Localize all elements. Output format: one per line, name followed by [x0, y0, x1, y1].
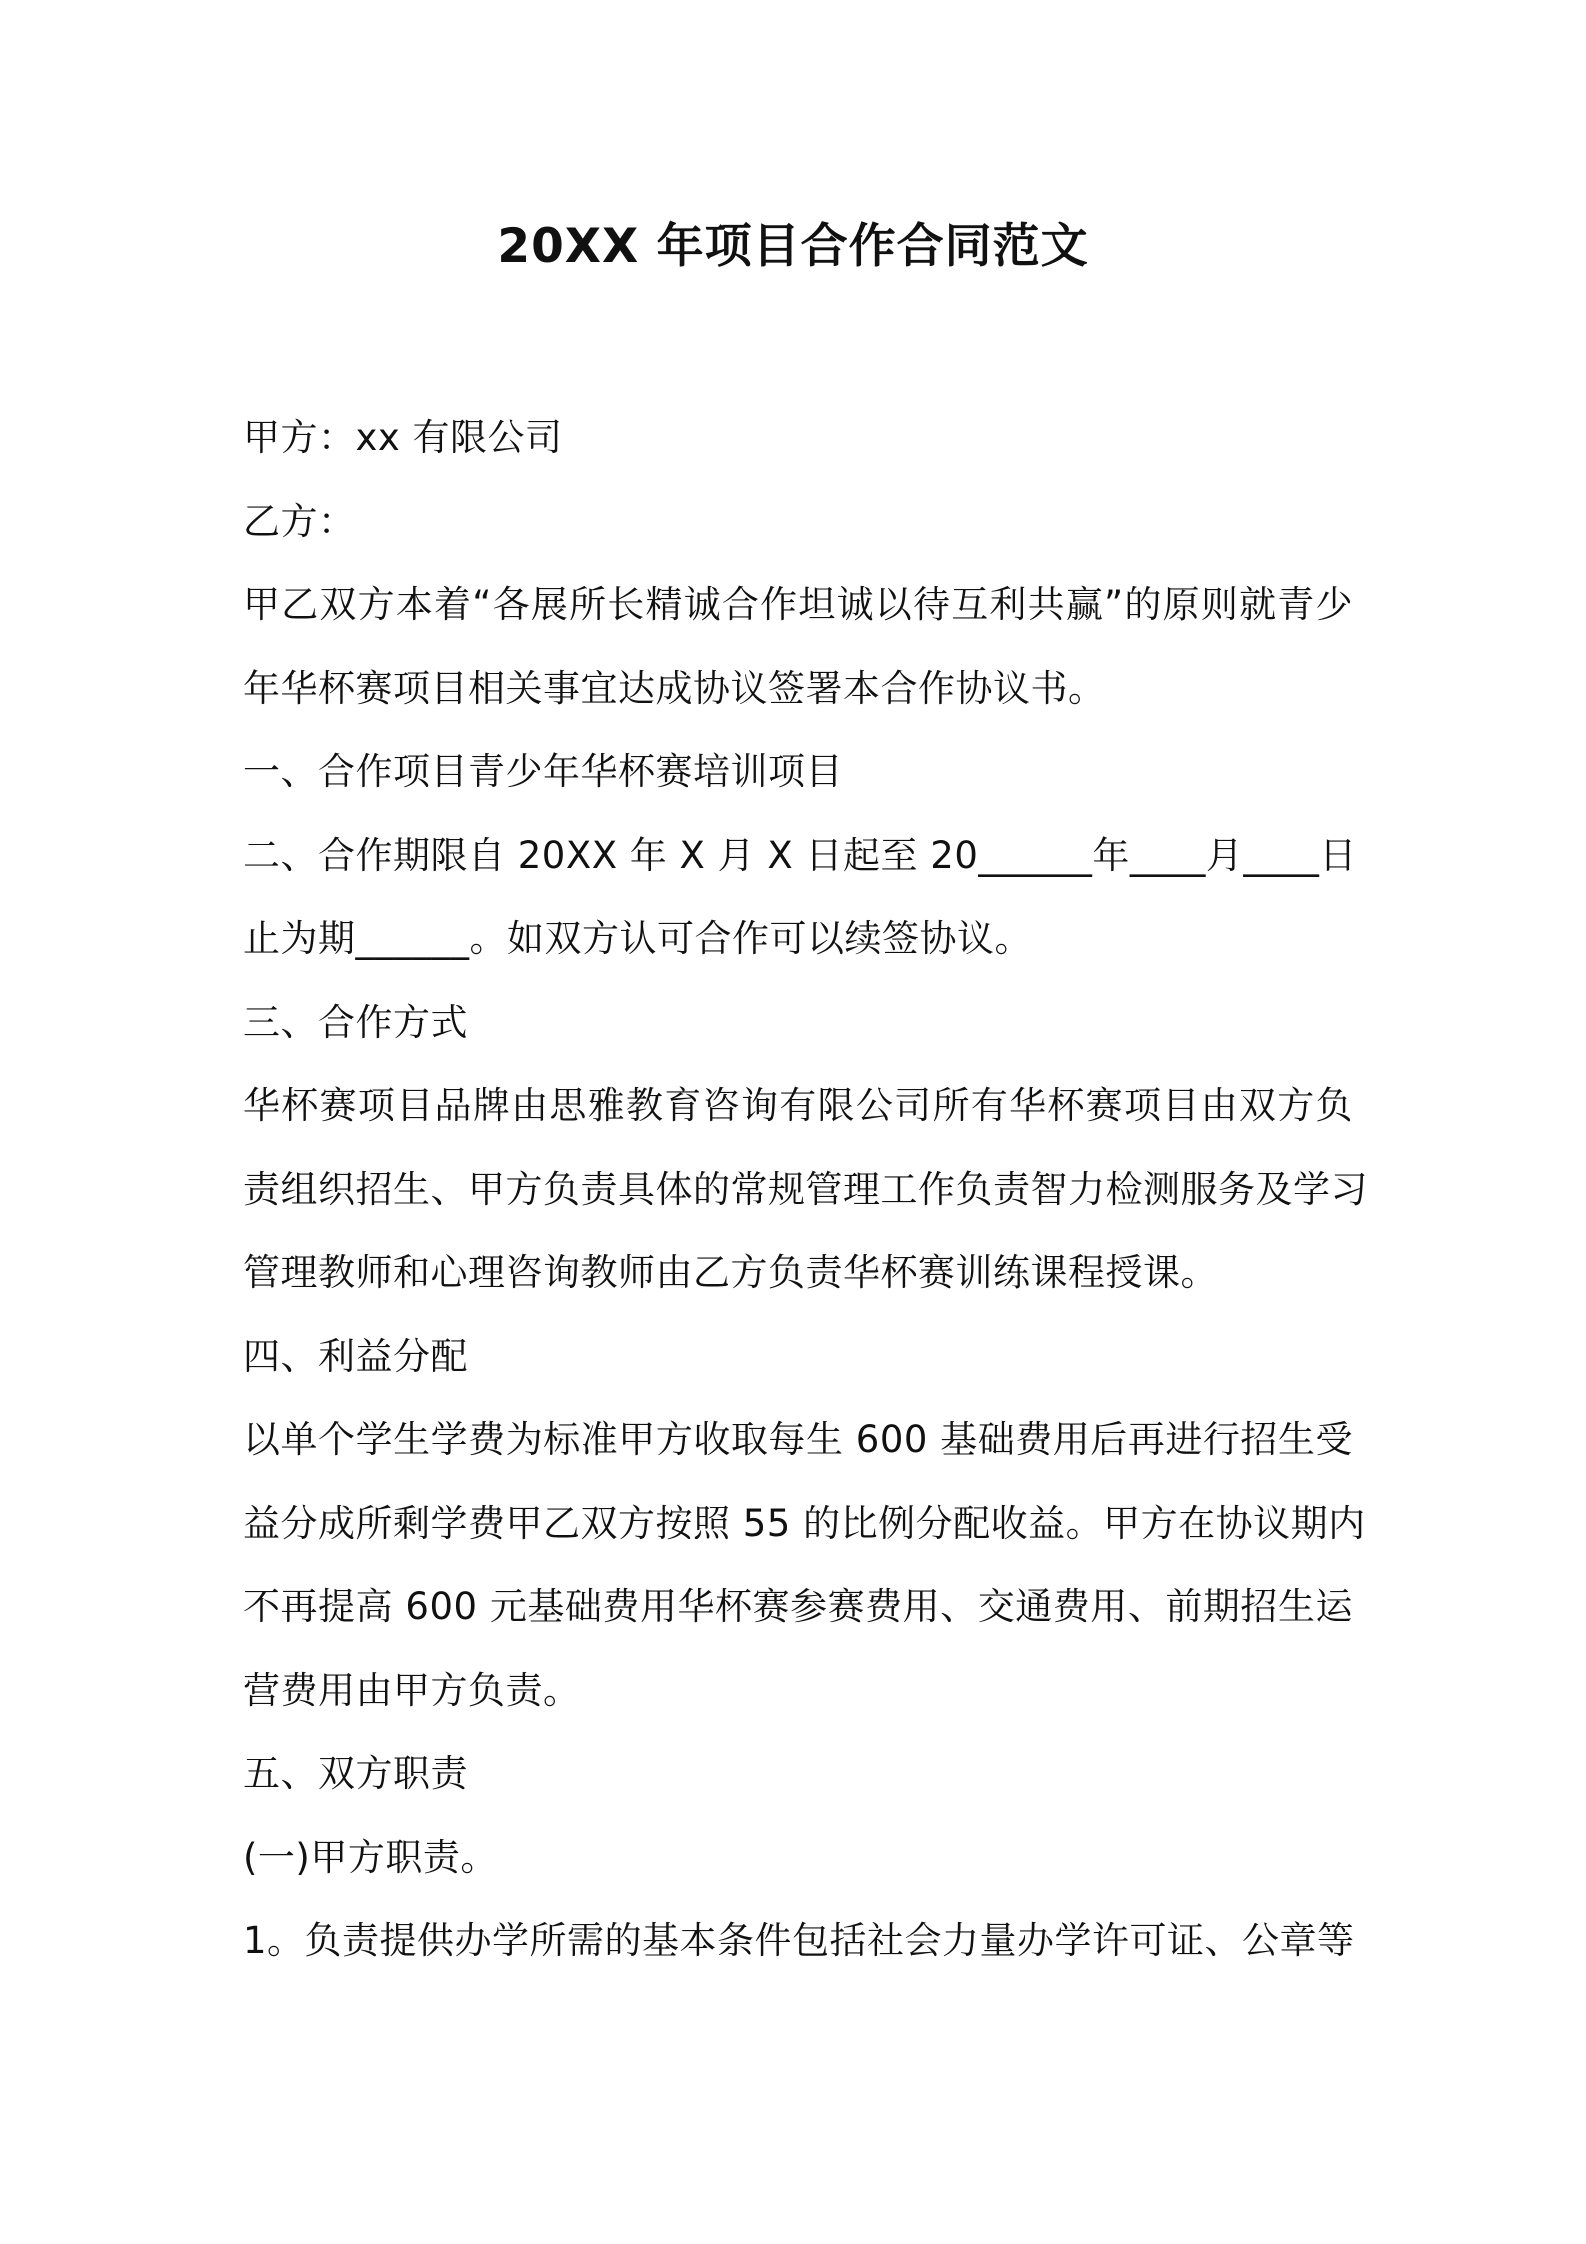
- paragraph-line: 营费用由甲方负责。: [243, 1668, 581, 1712]
- subsection-heading: (一)甲方职责。: [243, 1835, 498, 1879]
- section-heading-4: 四、利益分配: [243, 1334, 468, 1378]
- paragraph-line: 管理教师和心理咨询教师由乙方负责华杯赛训练课程授课。: [243, 1251, 1218, 1294]
- party-b-line: 乙方：: [243, 499, 356, 543]
- section-heading-1: 一、合作项目青少年华杯赛培训项目: [243, 750, 843, 793]
- paragraph-line: 华杯赛项目品牌由思雅教育咨询有限公司所有华杯赛项目由双方负: [243, 1084, 1353, 1127]
- list-item: 1。负责提供办学所需的基本条件包括社会力量办学许可证、公章等: [243, 1919, 1355, 1962]
- paragraph-line: 益分成所剩学费甲乙双方按照 55 的比例分配收益。甲方在协议期内: [243, 1501, 1366, 1545]
- paragraph-line: 年华杯赛项目相关事宜达成协议签署本合作协议书。: [243, 666, 1106, 710]
- paragraph-line: 责组织招生、甲方负责具体的常规管理工作负责智力检测服务及学习: [243, 1167, 1368, 1211]
- document-title: 20XX 年项目合作合同范文: [497, 219, 1089, 274]
- paragraph-line: 止为期______。如双方认可合作可以续签协议。: [243, 917, 1032, 960]
- paragraph-line: 甲乙双方本着“各展所长精诚合作坦诚以待互利共赢”的原则就青少: [243, 583, 1353, 626]
- party-a-line: 甲方：xx 有限公司: [243, 416, 563, 459]
- paragraph-line: 以单个学生学费为标准甲方收取每生 600 基础费用后再进行招生受: [243, 1418, 1353, 1461]
- section-heading-2: 二、合作期限自 20XX 年 X 月 X 日起至 20______年____月____日: [243, 833, 1357, 877]
- section-heading-3: 三、合作方式: [243, 1000, 468, 1044]
- document-body: [243, 396, 1368, 1983]
- section-heading-5: 五、双方职责: [243, 1752, 468, 1795]
- paragraph-line: 不再提高 600 元基础费用华杯赛参赛费用、交通费用、前期招生运: [243, 1585, 1353, 1628]
